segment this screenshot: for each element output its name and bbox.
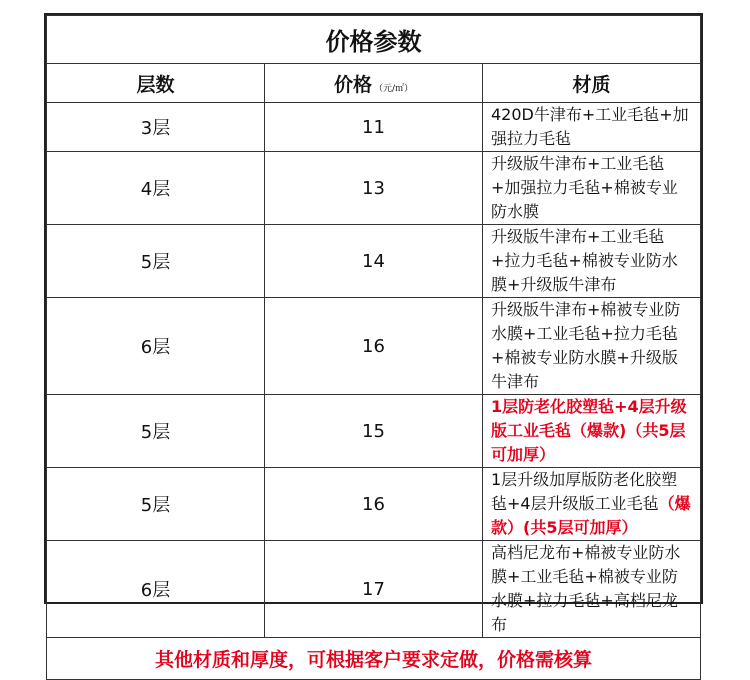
cell-material [483,298,701,395]
table-title: 价格参数 [47,16,701,64]
cell-material [483,541,701,638]
material-highlight: 1层防老化胶塑毡+4层升级版工业毛毡（爆款)（共5层可加厚） [491,397,687,464]
header-row [47,64,701,103]
material-text: 高档尼龙布+棉被专业防水膜+工业毛毡+棉被专业防水膜+拉力毛毡+高档尼龙布 [491,543,681,634]
cell-price: 13 [265,152,483,225]
cell-layers: 5层 [47,395,265,468]
material-text: 1层升级加厚版防老化胶塑毡+4层升级版工业毛毡 [491,470,678,513]
table-row [47,395,701,468]
cell-price: 11 [265,103,483,152]
header-price-unit: （元/㎡） [373,83,414,94]
material-highlight: （爆款）(共5层可加厚） [491,494,691,537]
cell-layers: 4层 [47,152,265,225]
cell-price: 15 [265,395,483,468]
cell-material [483,225,701,298]
header-price [265,64,483,103]
table-row [47,468,701,541]
cell-price: 16 [265,298,483,395]
cell-material [483,395,701,468]
cell-price: 17 [265,541,483,638]
header-price-label: 价格 [333,73,372,96]
footer-row [47,638,701,680]
cell-layers: 6层 [47,298,265,395]
table-row [47,298,701,395]
price-table-frame [44,13,703,671]
material-text: 420D牛津布+工业毛毡+加强拉力毛毡 [491,105,689,148]
table-row [47,225,701,298]
title-row [47,16,701,64]
cell-layers: 5层 [47,468,265,541]
table-row [47,541,701,638]
header-material: 材质 [483,64,701,103]
price-table [46,15,701,680]
table-row [47,103,701,152]
footer-note: 其他材质和厚度，可根据客户要求定做，价格需核算 [47,638,701,680]
cell-material [483,468,701,541]
table-row [47,152,701,225]
cell-layers: 5层 [47,225,265,298]
cell-layers: 6层 [47,541,265,638]
cell-material [483,152,701,225]
cell-layers: 3层 [47,103,265,152]
cell-price: 16 [265,468,483,541]
cell-material [483,103,701,152]
material-text: 升级版牛津布+工业毛毡+拉力毛毡+棉被专业防水膜+升级版牛津布 [491,227,678,294]
material-text: 升级版牛津布+棉被专业防水膜+工业毛毡+拉力毛毡+棉被专业防水膜+升级版牛津布 [491,300,681,391]
cell-price: 14 [265,225,483,298]
header-layers: 层数 [47,64,265,103]
material-text: 升级版牛津布+工业毛毡+加强拉力毛毡+棉被专业防水膜 [491,154,678,221]
